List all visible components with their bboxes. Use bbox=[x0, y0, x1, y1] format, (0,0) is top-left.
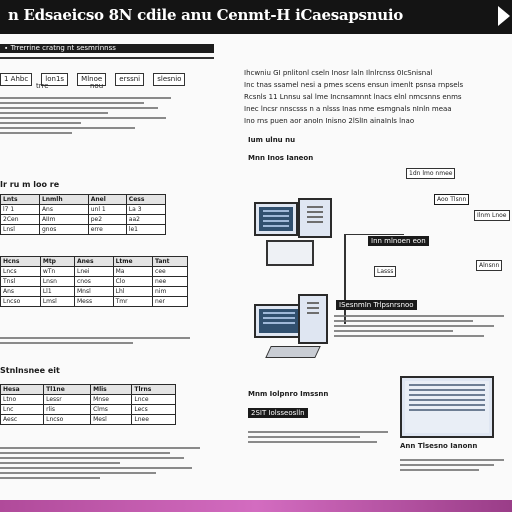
table-cell: cee bbox=[153, 267, 188, 277]
table-cell: wTn bbox=[40, 267, 74, 277]
table-header-row bbox=[1, 195, 166, 205]
table-cell: 2Cen bbox=[1, 215, 40, 225]
table-row bbox=[1, 267, 188, 277]
callout-label: Alnsnn bbox=[476, 260, 502, 271]
figure-caption: Mnn Inos Ianeon bbox=[248, 154, 314, 162]
table-cell: Mnse bbox=[91, 395, 132, 405]
table-row bbox=[1, 287, 188, 297]
paragraph-line: Ino rns puen aor anoIn Inisno 2lSlIn ainaInls lnao bbox=[244, 117, 415, 125]
toolbar-button-4[interactable]: erssni bbox=[115, 73, 144, 86]
table-cell: Lncs bbox=[1, 267, 41, 277]
table-cell: ner bbox=[153, 297, 188, 307]
paragraph-line: Inc tnas ssamel nesi a pmes scens ensun imenlt psnsa rnpsels bbox=[244, 81, 464, 89]
figure-label: Inn mlnoen eon bbox=[368, 236, 429, 246]
table-cell: Lecs bbox=[132, 405, 176, 415]
table-cell: Lnee bbox=[132, 415, 176, 425]
data-table-3 bbox=[0, 384, 176, 425]
table-cell: Mesl bbox=[91, 415, 132, 425]
callout-label: Ilnm Lnoe bbox=[474, 210, 510, 221]
figure-label: ISesnmIn Trlpsnrsnoo bbox=[336, 300, 417, 310]
table-cell: Ltno bbox=[1, 395, 44, 405]
table-header-row bbox=[1, 385, 176, 395]
intro-paragraph bbox=[244, 68, 506, 128]
table-cell: le1 bbox=[126, 225, 165, 235]
table-cell: unl 1 bbox=[88, 205, 126, 215]
table-cell: nee bbox=[153, 277, 188, 287]
toolbar-button-2[interactable]: lon1s bbox=[41, 73, 68, 86]
desktop-tower-icon bbox=[266, 240, 314, 266]
body-text-block bbox=[400, 456, 504, 474]
sub-label: trre bbox=[36, 82, 49, 90]
table-header-cell: Mlis bbox=[91, 385, 132, 395]
paragraph-line: Ihcwniu GI pnlitonl cseln Inosr laln Ilnlrcnss 0IcSnisnal bbox=[244, 69, 433, 77]
figure-caption: Mnm Iolpnro Imssnn bbox=[248, 390, 329, 398]
table-cell: Lncso bbox=[1, 297, 41, 307]
callout-connector bbox=[344, 234, 404, 235]
monitor-illustration bbox=[298, 198, 332, 238]
table-row bbox=[1, 225, 166, 235]
data-table-1 bbox=[0, 194, 166, 235]
table-cell: Mnsl bbox=[75, 287, 114, 297]
table-cell: aa2 bbox=[126, 215, 165, 225]
table-row bbox=[1, 395, 176, 405]
toolbar-button-3[interactable]: Mlnoe bbox=[77, 73, 106, 86]
table-header-cell: Tl1ne bbox=[44, 385, 91, 395]
table-cell: l7 1 bbox=[1, 205, 40, 215]
table-cell: Lessr bbox=[44, 395, 91, 405]
table-row bbox=[1, 405, 176, 415]
table-cell: Ans bbox=[39, 205, 88, 215]
section-title: Stnlnsnee eit bbox=[0, 366, 60, 375]
section-header-bar: ∙ Trrerrine cratng nt sesmrinnss bbox=[0, 44, 214, 53]
monitor-illustration bbox=[298, 294, 328, 344]
toolbar-button-5[interactable]: slesnio bbox=[153, 73, 185, 86]
sub-label: nou bbox=[90, 82, 104, 90]
next-arrow-icon[interactable] bbox=[498, 6, 510, 26]
table-cell: nim bbox=[153, 287, 188, 297]
data-table-2 bbox=[0, 256, 188, 307]
callout-connector bbox=[344, 234, 346, 324]
table-cell: Clo bbox=[113, 277, 152, 287]
right-column bbox=[244, 64, 510, 494]
table-row bbox=[1, 297, 188, 307]
table-cell: Lncso bbox=[44, 415, 91, 425]
table-header-cell: Mtp bbox=[40, 257, 74, 267]
body-text-block bbox=[248, 428, 388, 446]
table-cell: Lnsn bbox=[40, 277, 74, 287]
table-cell: Lmsl bbox=[40, 297, 74, 307]
toolbar bbox=[0, 66, 230, 83]
table-cell: Lnei bbox=[75, 267, 114, 277]
table-cell: gnos bbox=[39, 225, 88, 235]
table-cell: Aesc bbox=[1, 415, 44, 425]
table-row bbox=[1, 415, 176, 425]
table-header-cell: Lnts bbox=[1, 195, 40, 205]
table-header-cell: Tlrns bbox=[132, 385, 176, 395]
table-cell: Ll1 bbox=[40, 287, 74, 297]
table-cell: Tmr bbox=[113, 297, 152, 307]
monitor-illustration bbox=[254, 202, 298, 236]
title-banner bbox=[0, 0, 512, 34]
table-header-cell: Lnmlh bbox=[39, 195, 88, 205]
body-text-block bbox=[0, 334, 190, 347]
paragraph-line: Rcsnls 11 Lnnsu sal lme Incnsamnnt lnacs elnl nmcsnns enms bbox=[244, 93, 462, 101]
table-cell: Mess bbox=[75, 297, 114, 307]
footer-band bbox=[0, 500, 512, 512]
table-cell: La 3 bbox=[126, 205, 165, 215]
figure-label: Ann Tlsesno Ianonn bbox=[400, 442, 478, 450]
table-header-cell: Hesa bbox=[1, 385, 44, 395]
table-header-row bbox=[1, 257, 188, 267]
table-row bbox=[1, 205, 166, 215]
callout-label: 1dn lmo nmee bbox=[406, 168, 455, 179]
table-cell: Ma bbox=[113, 267, 152, 277]
table-cell: Lhl bbox=[113, 287, 152, 297]
table-cell: AIIm bbox=[39, 215, 88, 225]
table-cell: Lnc bbox=[1, 405, 44, 415]
body-text-block bbox=[334, 312, 504, 340]
callout-label: Lasss bbox=[374, 266, 396, 277]
toolbar-button-1[interactable]: 1 Ahbc bbox=[0, 73, 32, 86]
page-title: n Edsaeicso 8N cdile anu Cenmt-H iCaesapsnuio bbox=[8, 6, 403, 24]
monitor-illustration bbox=[400, 376, 494, 438]
body-text-block bbox=[0, 94, 180, 137]
table-row bbox=[1, 215, 166, 225]
laptop-screen-illustration bbox=[254, 304, 304, 338]
laptop-keyboard-icon bbox=[265, 346, 321, 358]
table-cell: cnos bbox=[75, 277, 114, 287]
table-cell: Ans bbox=[1, 287, 41, 297]
table-cell: Tnsl bbox=[1, 277, 41, 287]
left-column bbox=[0, 44, 230, 494]
table-cell: pe2 bbox=[88, 215, 126, 225]
divider bbox=[0, 57, 214, 59]
paragraph-line: Inec lncsr nnscsss n a nlsss Inas nme esmgnals nInln meaa bbox=[244, 105, 452, 113]
table-header-cell: Anes bbox=[75, 257, 114, 267]
table-cell: rlis bbox=[44, 405, 91, 415]
table-cell: Lnce bbox=[132, 395, 176, 405]
table-header-cell: Cess bbox=[126, 195, 165, 205]
table-header-cell: Ltme bbox=[113, 257, 152, 267]
callout-label: Aoo Tlsnn bbox=[434, 194, 469, 205]
table-header-cell: Tant bbox=[153, 257, 188, 267]
table-cell: Clms bbox=[91, 405, 132, 415]
table-row bbox=[1, 277, 188, 287]
body-text-block bbox=[0, 444, 200, 482]
table-cell: erre bbox=[88, 225, 126, 235]
section-title: Ir ru m loo re bbox=[0, 180, 60, 189]
table-header-cell: Hcns bbox=[1, 257, 41, 267]
figure-caption: Ium ulnu nu bbox=[248, 136, 296, 144]
table-header-cell: Anel bbox=[88, 195, 126, 205]
table-cell: Lnsl bbox=[1, 225, 40, 235]
figure-label: 2SIT Iolsseoslln bbox=[248, 408, 308, 418]
